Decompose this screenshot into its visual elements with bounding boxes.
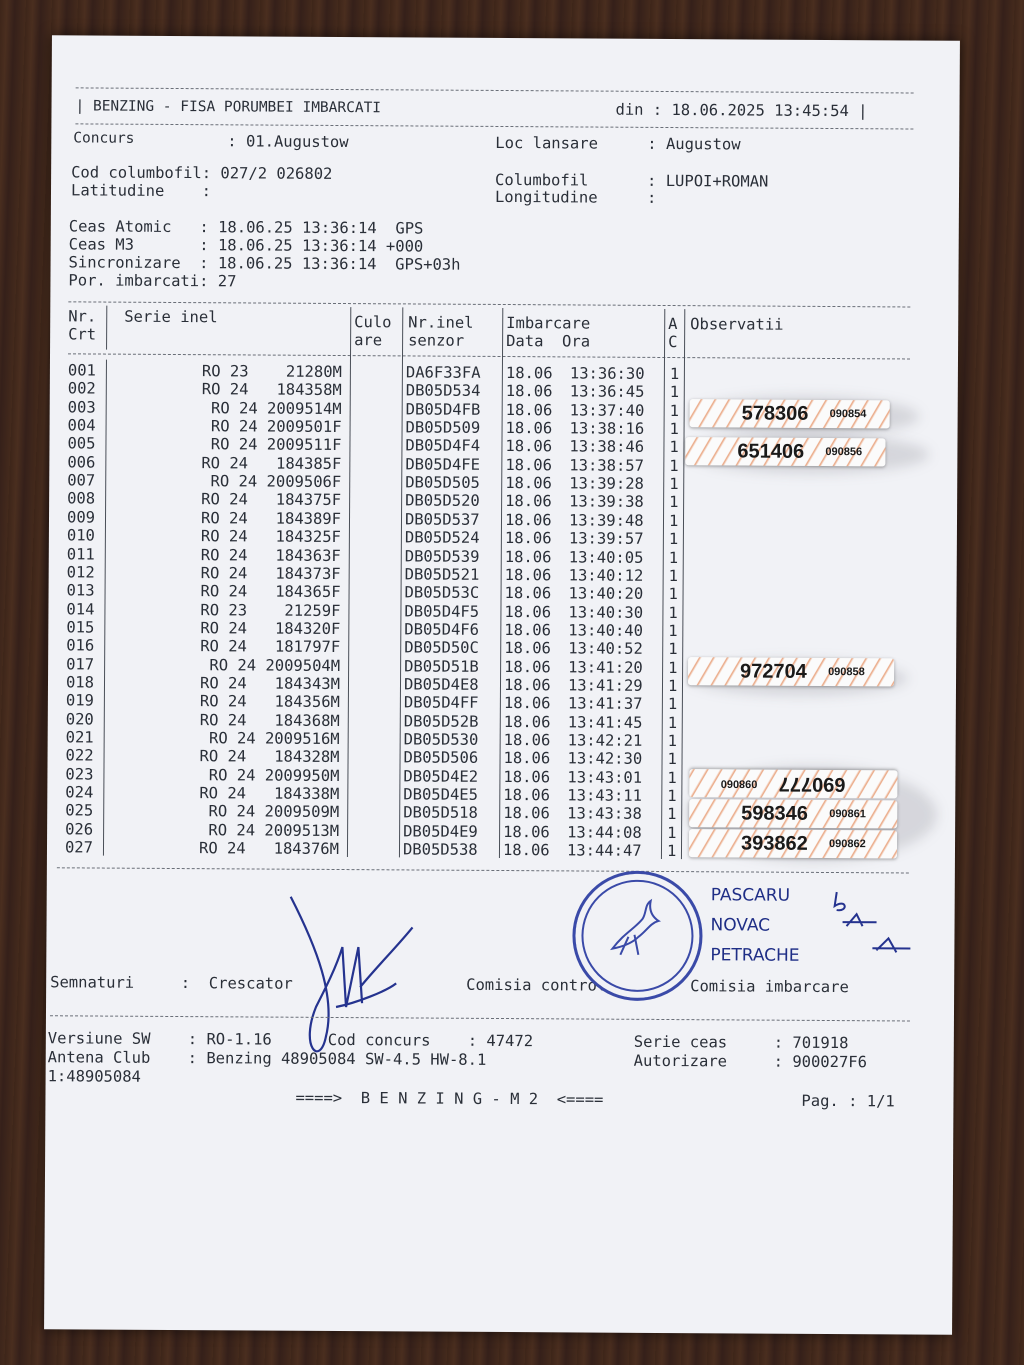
sincronizare: Sincronizare : 18.06.25 13:36:14 GPS+03h bbox=[68, 253, 461, 274]
embark-time: 13:43:01 bbox=[567, 768, 643, 787]
ring-series: RO 24 184385F bbox=[201, 453, 342, 473]
ac-flag: 1 bbox=[668, 548, 679, 567]
embark-time: 13:41:45 bbox=[567, 713, 643, 732]
loc-value: : Augustow bbox=[647, 134, 741, 154]
ac-flag: 1 bbox=[667, 676, 678, 696]
antena-club: Antena Club : Benzing 48905084 SW-4.5 HW-8.1 bbox=[47, 1048, 487, 1069]
embark-date: 18.06 bbox=[505, 455, 553, 475]
sensor-id: DB05D4E8 bbox=[403, 675, 479, 694]
row-number: 022 bbox=[65, 746, 94, 765]
ring-series: RO 24 184368M bbox=[199, 710, 340, 730]
sensor-id: DB05D4E5 bbox=[403, 785, 479, 804]
col-nrinel: Nr.inel bbox=[408, 313, 474, 332]
row-number: 015 bbox=[66, 618, 95, 637]
ac-flag: 1 bbox=[668, 621, 678, 640]
sensor-id: DB05D4F6 bbox=[404, 620, 480, 639]
ring-series: RO 24 2009513M bbox=[208, 820, 340, 840]
ac-flag: 1 bbox=[668, 658, 678, 677]
row-number: 008 bbox=[67, 489, 96, 508]
ring-series: RO 24 2009511F bbox=[210, 435, 342, 455]
ring-series: RO 24 184363F bbox=[200, 545, 341, 565]
ac-flag: 1 bbox=[667, 768, 677, 787]
ring-series: RO 24 2009504M bbox=[209, 655, 341, 675]
ring-series: RO 24 184376M bbox=[198, 839, 340, 859]
ac-flag: 1 bbox=[668, 511, 679, 530]
col-crt: Crt bbox=[68, 325, 97, 344]
col-data-ora: Data Ora bbox=[506, 332, 591, 351]
embark-date: 18.06 bbox=[503, 786, 551, 805]
commission-name: NOVAC bbox=[710, 915, 771, 936]
embark-time: 13:43:11 bbox=[567, 786, 643, 805]
row-number: 026 bbox=[65, 820, 94, 839]
col-a: A bbox=[668, 315, 678, 334]
row-number: 024 bbox=[65, 783, 94, 802]
row-number: 012 bbox=[66, 563, 95, 582]
embark-time: 13:37:40 bbox=[569, 401, 645, 420]
sensor-id: DB05D4E2 bbox=[403, 767, 479, 786]
sensor-id: DB05D518 bbox=[403, 803, 478, 823]
sensor-id: DB05D538 bbox=[402, 840, 478, 859]
ring-series: RO 24 184328M bbox=[199, 747, 340, 767]
sticker-serial: 090856 bbox=[825, 445, 863, 459]
embark-date: 18.06 bbox=[504, 565, 552, 585]
embark-date: 18.06 bbox=[503, 731, 551, 750]
commission-name: PASCARU bbox=[710, 885, 791, 906]
ac-flag: 1 bbox=[667, 750, 677, 769]
ac-flag: 1 bbox=[666, 842, 677, 861]
col-observatii: Observatii bbox=[690, 315, 784, 334]
ring-sticker bbox=[688, 657, 894, 686]
ac-flag: 1 bbox=[669, 401, 680, 420]
col-senzor: senzor bbox=[408, 331, 465, 350]
ring-series: RO 24 184356M bbox=[199, 692, 340, 712]
sensor-id: DB05D534 bbox=[405, 381, 481, 401]
sensor-id: DA6F33FA bbox=[405, 363, 481, 382]
embark-time: 13:41:29 bbox=[567, 676, 643, 695]
row-number: 023 bbox=[65, 765, 94, 784]
embark-time: 13:38:16 bbox=[569, 419, 645, 438]
sensor-id: DB05D4FF bbox=[403, 693, 479, 713]
ceas-m3: Ceas M3 : 18.06.25 13:36:14 +000 bbox=[68, 235, 424, 256]
embark-time: 13:41:20 bbox=[568, 657, 643, 677]
ac-flag: 1 bbox=[669, 420, 679, 439]
row-number: 005 bbox=[67, 434, 96, 453]
serie-ceas: Serie ceas : 701918 bbox=[633, 1032, 849, 1053]
row-number: 013 bbox=[66, 581, 95, 600]
longitudine-value: : bbox=[646, 188, 657, 207]
page-number: Pag. : 1/1 bbox=[801, 1091, 895, 1111]
club-id: 1:48905084 bbox=[47, 1067, 141, 1086]
ring-sticker bbox=[689, 769, 897, 798]
embark-time: 13:44:08 bbox=[567, 823, 642, 842]
ac-flag: 1 bbox=[669, 383, 680, 402]
commission-initials-icon bbox=[806, 886, 917, 977]
table-rule-top bbox=[68, 301, 910, 307]
embark-date: 18.06 bbox=[503, 822, 550, 842]
embark-date: 18.06 bbox=[503, 712, 551, 731]
ring-series: RO 23 21259F bbox=[200, 600, 341, 620]
embark-time: 13:39:38 bbox=[569, 492, 644, 512]
embark-date: 18.06 bbox=[504, 639, 551, 658]
row-number: 016 bbox=[66, 636, 95, 655]
row-number: 002 bbox=[67, 379, 96, 398]
ring-sticker bbox=[689, 799, 897, 828]
row-number: 020 bbox=[65, 709, 94, 729]
row-number: 004 bbox=[67, 416, 96, 435]
row-number: 018 bbox=[65, 673, 95, 692]
embark-time: 13:44:47 bbox=[566, 841, 642, 860]
sensor-id: DB05D524 bbox=[404, 528, 480, 548]
ring-series: RO 24 184338M bbox=[199, 784, 340, 804]
columbofil-value: : LUPOI+ROMAN bbox=[647, 171, 769, 191]
embark-time: 13:40:05 bbox=[568, 547, 644, 567]
embark-time: 13:40:12 bbox=[568, 566, 644, 585]
ring-series: RO 24 184365F bbox=[200, 582, 341, 602]
embark-time: 13:39:48 bbox=[568, 511, 644, 530]
sticker-serial: 090861 bbox=[829, 808, 866, 821]
embark-date: 18.06 bbox=[503, 694, 551, 713]
embark-time: 13:40:40 bbox=[568, 621, 644, 640]
ring-series: RO 24 184373F bbox=[200, 564, 341, 583]
sticker-serial: 090862 bbox=[828, 838, 866, 851]
embark-time: 13:40:30 bbox=[568, 602, 644, 622]
ac-flag: 1 bbox=[667, 787, 677, 806]
row-number: 019 bbox=[65, 691, 94, 710]
commission-name: PETRACHE bbox=[710, 945, 800, 966]
row-number: 006 bbox=[67, 453, 96, 472]
embark-date: 18.06 bbox=[505, 419, 553, 438]
sensor-id: DB05D50C bbox=[404, 638, 479, 658]
col-imbarcare: Imbarcare bbox=[506, 314, 591, 333]
concurs-value: : 01.Augustow bbox=[227, 132, 349, 152]
ac-flag: 1 bbox=[668, 530, 679, 549]
benzing-brand: ====> B E N Z I N G - M 2 <==== bbox=[295, 1088, 604, 1109]
latitudine: Latitudine : bbox=[70, 181, 212, 201]
row-number: 011 bbox=[66, 544, 95, 564]
ring-series: RO 23 21280M bbox=[201, 362, 342, 382]
sensor-id: DB05D4E9 bbox=[403, 822, 478, 841]
sticker-number: 393862 bbox=[740, 832, 808, 855]
ac-flag: 1 bbox=[667, 732, 678, 751]
sensor-id: DB05D53C bbox=[404, 583, 480, 603]
ac-flag: 1 bbox=[667, 805, 677, 824]
row-number: 009 bbox=[66, 508, 96, 527]
autorizare: Autorizare : 900027F6 bbox=[633, 1051, 868, 1072]
embark-time: 13:40:20 bbox=[568, 584, 644, 604]
columbofil-label: Columbofil bbox=[495, 170, 589, 190]
header-rule-top bbox=[76, 87, 914, 93]
embark-time: 13:39:28 bbox=[569, 474, 644, 493]
row-number: 014 bbox=[66, 599, 95, 619]
sticker-number: 651406 bbox=[737, 440, 805, 463]
sticker-number: 972704 bbox=[740, 660, 807, 683]
ring-sticker bbox=[689, 829, 897, 858]
ring-series: RO 24 184320F bbox=[200, 619, 341, 638]
sensor-id: DB05D4FE bbox=[405, 455, 481, 474]
table-rule-bottom bbox=[57, 867, 909, 873]
embark-date: 18.06 bbox=[505, 492, 552, 511]
ac-flag: 1 bbox=[668, 566, 679, 585]
sensor-id: DB05D509 bbox=[405, 418, 481, 437]
col-serie: Serie inel bbox=[124, 307, 218, 327]
ac-flag: 1 bbox=[668, 603, 678, 622]
row-number: 010 bbox=[66, 526, 95, 545]
ac-flag: 1 bbox=[669, 456, 679, 475]
ac-flag: 1 bbox=[667, 713, 678, 732]
ring-sticker bbox=[690, 399, 890, 428]
sensor-id: DB05D51B bbox=[404, 656, 479, 676]
dove-icon bbox=[572, 870, 697, 995]
ac-flag: 1 bbox=[667, 695, 678, 714]
sensor-id: DB05D539 bbox=[404, 546, 480, 566]
comisia-imbarcare: Comisia imbarcare bbox=[690, 977, 849, 997]
embark-time: 13:43:38 bbox=[567, 804, 642, 824]
ring-series: RO 24 2009506F bbox=[210, 472, 342, 492]
footer-rule bbox=[50, 1015, 910, 1021]
embark-date: 18.06 bbox=[503, 804, 550, 823]
row-number: 025 bbox=[65, 801, 94, 820]
ring-series: RO 24 2009516M bbox=[208, 729, 340, 749]
row-number: 001 bbox=[67, 361, 96, 380]
embarkation-sheet bbox=[44, 35, 960, 1335]
sensor-id: DB05D4FB bbox=[405, 400, 481, 419]
embark-time: 13:42:30 bbox=[567, 749, 643, 769]
embark-time: 13:36:45 bbox=[569, 382, 645, 402]
embark-date: 18.06 bbox=[503, 767, 551, 786]
ring-series: RO 24 184358M bbox=[201, 380, 342, 400]
embark-date: 18.06 bbox=[504, 529, 552, 548]
sensor-id: DB05D506 bbox=[403, 748, 479, 768]
ring-series: RO 24 2009514M bbox=[210, 398, 342, 418]
ac-flag: 1 bbox=[669, 475, 679, 494]
association-stamp bbox=[572, 870, 703, 1001]
table-rule-mid bbox=[68, 353, 910, 359]
ac-flag: 1 bbox=[668, 585, 678, 604]
col-sep bbox=[106, 306, 107, 350]
row-number: 007 bbox=[67, 471, 96, 490]
embark-date: 18.06 bbox=[503, 749, 551, 768]
sensor-id: DB05D505 bbox=[405, 473, 480, 492]
embark-time: 13:39:57 bbox=[568, 529, 644, 549]
embark-time: 13:42:21 bbox=[567, 731, 643, 750]
porumbei-imbarcati: Por. imbarcati: 27 bbox=[68, 271, 237, 291]
col-are: are bbox=[354, 331, 383, 350]
col-culo: Culo bbox=[354, 313, 392, 332]
embark-time: 13:41:37 bbox=[567, 694, 643, 714]
embark-date: 18.06 bbox=[504, 547, 552, 566]
ac-flag: 1 bbox=[669, 493, 679, 512]
embark-date: 18.06 bbox=[505, 474, 552, 493]
embark-date: 18.06 bbox=[505, 382, 553, 401]
embark-date: 18.06 bbox=[505, 400, 553, 419]
embark-date: 18.06 bbox=[504, 602, 552, 621]
longitudine-label: Longitudine bbox=[494, 187, 598, 207]
col-c: C bbox=[668, 333, 678, 352]
embark-time: 13:40:52 bbox=[568, 639, 643, 659]
ring-series: RO 24 2009509M bbox=[208, 802, 340, 822]
semnaturi-crescator: Semnaturi : Crescator bbox=[50, 973, 293, 993]
row-number: 027 bbox=[64, 838, 94, 857]
embark-date: 18.06 bbox=[505, 364, 553, 383]
sensor-id: DB05D520 bbox=[405, 491, 480, 511]
sticker-serial: 098060 bbox=[720, 777, 758, 790]
ac-flag: 1 bbox=[669, 438, 679, 457]
ring-series: RO 24 2009950M bbox=[208, 765, 340, 785]
sensor-id: DB05D537 bbox=[404, 510, 480, 529]
header-rule-bottom bbox=[75, 123, 913, 129]
versiune-sw: Versiune SW : RO-1.16 Cod concurs : 47472 bbox=[47, 1029, 534, 1051]
embark-date: 18.06 bbox=[505, 437, 553, 456]
sticker-number: 598346 bbox=[741, 802, 809, 825]
embark-time: 13:38:57 bbox=[569, 456, 645, 475]
sensor-id: DB05D530 bbox=[403, 730, 479, 749]
sticker-number: 690777 bbox=[778, 772, 846, 796]
row-number: 017 bbox=[66, 654, 95, 674]
sheet-title: | BENZING - FISA PORUMBEI IMBARCATI bbox=[75, 98, 382, 117]
sticker-number: 578306 bbox=[741, 402, 809, 425]
embark-date: 18.06 bbox=[504, 657, 551, 676]
concurs-label: Concurs bbox=[73, 130, 135, 147]
ring-series: RO 24 181797F bbox=[200, 637, 341, 657]
embark-date: 18.06 bbox=[504, 584, 552, 603]
ac-flag: 1 bbox=[667, 823, 677, 842]
ring-series: RO 24 184343M bbox=[199, 674, 341, 693]
col-nr: Nr. bbox=[68, 307, 97, 326]
comisia-control: Comisia control bbox=[466, 975, 607, 995]
row-number: 003 bbox=[67, 398, 96, 417]
loc-label: Loc lansare bbox=[495, 133, 599, 153]
embark-date: 18.06 bbox=[502, 841, 550, 860]
row-number: 021 bbox=[65, 728, 94, 747]
ac-flag: 1 bbox=[668, 640, 678, 659]
sensor-id: DB05D4F5 bbox=[404, 601, 480, 621]
sticker-serial: 090854 bbox=[829, 407, 867, 421]
ring-series: RO 24 184325F bbox=[200, 527, 341, 547]
embark-time: 13:38:46 bbox=[569, 437, 645, 457]
cod-columbofil: Cod columbofil: 027/2 026802 bbox=[71, 163, 333, 183]
embark-time: 13:36:30 bbox=[569, 364, 645, 383]
ring-series: RO 24 184389F bbox=[200, 508, 342, 528]
sticker-serial: 090858 bbox=[828, 665, 865, 679]
sensor-id: DB05D4F4 bbox=[405, 436, 481, 456]
ring-sticker bbox=[685, 437, 885, 466]
ceas-atomic: Ceas Atomic : 18.06.25 13:36:14 GPS bbox=[68, 217, 424, 238]
sensor-id: DB05D52B bbox=[403, 712, 479, 731]
ring-series: RO 24 184375F bbox=[201, 490, 342, 510]
embark-date: 18.06 bbox=[504, 510, 552, 530]
ac-flag: 1 bbox=[669, 365, 680, 384]
sheet-date: din : 18.06.2025 13:45:54 | bbox=[615, 100, 868, 121]
ring-series: RO 24 2009501F bbox=[210, 417, 342, 437]
sensor-id: DB05D521 bbox=[404, 565, 480, 584]
embark-date: 18.06 bbox=[504, 620, 552, 640]
embark-date: 18.06 bbox=[503, 675, 551, 695]
